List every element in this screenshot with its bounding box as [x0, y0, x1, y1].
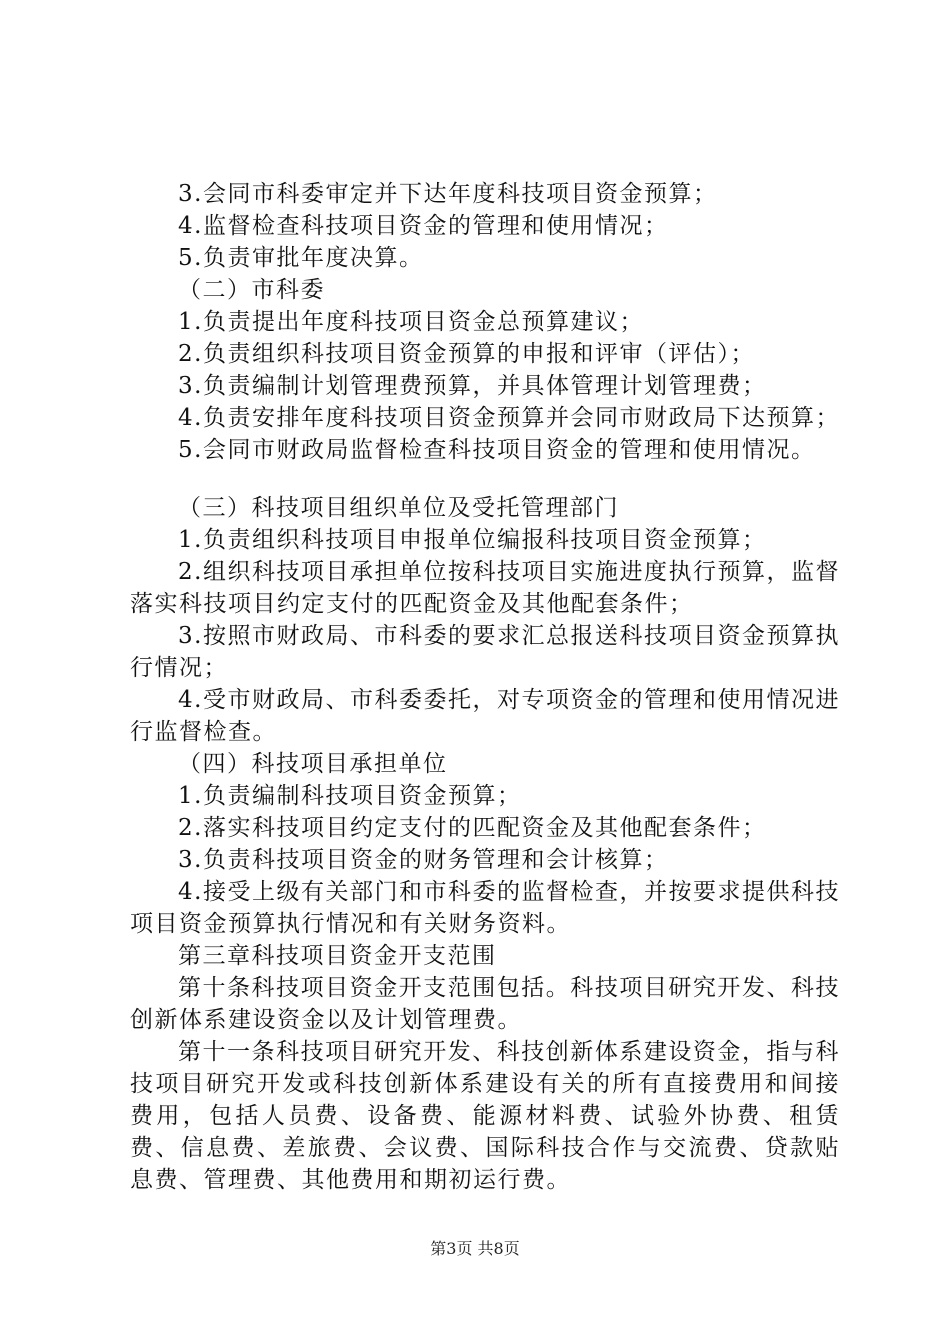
paragraph: 1.负责编制科技项目资金预算； [178, 783, 522, 809]
paragraph: 4.接受上级有关部门和市科委的监督检查，并按要求提供科技项目资金预算执行情况和有关财务资料。 [130, 879, 840, 937]
paragraph: 1.负责提出年度科技项目资金总预算建议； [178, 309, 644, 335]
paragraph: 2.落实科技项目约定支付的匹配资金及其他配套条件； [178, 815, 767, 841]
paragraph: 3.负责编制计划管理费预算，并具体管理计划管理费； [178, 373, 767, 399]
paragraph: 5.负责审批年度决算。 [178, 245, 424, 271]
paragraph: 1.负责组织科技项目申报单位编报科技项目资金预算； [178, 527, 767, 553]
section-heading: （二）市科委 [178, 277, 325, 303]
document-body [130, 178, 840, 1196]
paragraph: 5.会同市财政局监督检查科技项目资金的管理和使用情况。 [178, 437, 816, 463]
paragraph: 4.监督检查科技项目资金的管理和使用情况； [178, 213, 669, 239]
paragraph: 第十一条科技项目研究开发、科技创新体系建设资金，指与科技项目研究开发或科技创新体系建设有关的所有直接费用和间接费用，包括人员费、设备费、能源材料费、试验外协费、租赁费、信息费、差旅费、会议费、国际科技合作与交流费、贷款贴息费、管理费、其他费用和期初运行费。 [130, 1039, 840, 1193]
paragraph: 2.组织科技项目承担单位按科技项目实施进度执行预算，监督落实科技项目约定支付的匹配资金及其他配套条件； [130, 559, 840, 617]
paragraph: 3.按照市财政局、市科委的要求汇总报送科技项目资金预算执行情况； [130, 623, 840, 681]
paragraph: 4.负责安排年度科技项目资金预算并会同市财政局下达预算； [178, 405, 840, 431]
chapter-heading: 第三章科技项目资金开支范围 [178, 943, 497, 969]
section-heading: （三）科技项目组织单位及受托管理部门 [178, 495, 619, 521]
paragraph: 3.负责科技项目资金的财务管理和会计核算； [178, 847, 669, 873]
page-footer [0, 1236, 950, 1259]
paragraph: 4.受市财政局、市科委委托，对专项资金的管理和使用情况进行监督检查。 [130, 687, 840, 745]
page-number: 第3页 共8页 [430, 1239, 520, 1258]
paragraph: 第十条科技项目资金开支范围包括。科技项目研究开发、科技创新体系建设资金以及计划管理费。 [130, 975, 840, 1033]
paragraph: 3.会同市科委审定并下达年度科技项目资金预算； [178, 181, 718, 207]
section-heading: （四）科技项目承担单位 [178, 751, 448, 777]
paragraph: 2.负责组织科技项目资金预算的申报和评审（评估）； [178, 341, 755, 367]
